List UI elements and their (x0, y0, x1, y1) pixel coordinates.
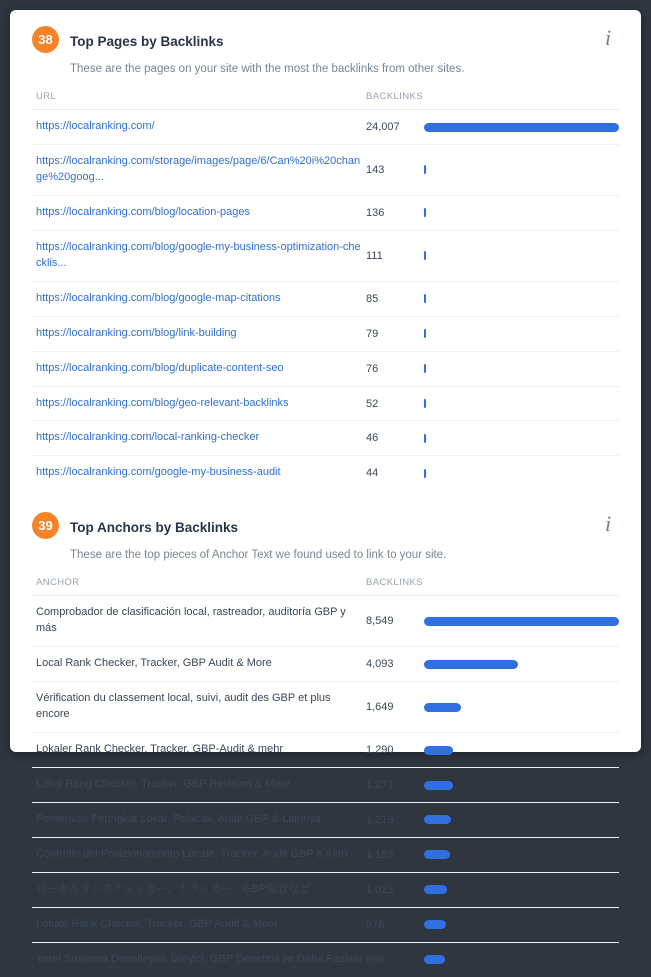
backlinks-bar (424, 781, 453, 790)
backlinks-bar (424, 660, 518, 669)
backlinks-bar (424, 123, 619, 132)
anchor-text: Pemeriksa Peringkat Lokal, Pelacak, Audit GBP & Lainnya (36, 813, 321, 825)
url-link[interactable]: https://localranking.com/local-ranking-checker (36, 431, 260, 444)
table-row (32, 230, 619, 281)
backlinks-count: 4,093 (366, 658, 394, 671)
info-icon[interactable]: i (604, 511, 612, 537)
section-top-anchors-by-backlinks (10, 496, 641, 976)
backlinks-bar (424, 746, 453, 755)
table-row (32, 942, 619, 976)
url-link[interactable]: https://localranking.com/storage/images/page/6/Can%20i%20change%20goog... (36, 155, 361, 183)
backlinks-count: 976 (366, 918, 385, 931)
section-badge: 38 (32, 26, 59, 53)
backlinks-count: 8,549 (366, 615, 394, 628)
backlinks-bar (424, 399, 426, 408)
backlinks-count: 24,007 (366, 121, 400, 134)
column-header-bar (424, 577, 619, 596)
column-header-backlinks: BACKLINKS (366, 91, 424, 110)
table-row (32, 421, 619, 456)
table-header-row (32, 91, 619, 110)
backlinks-bar (424, 617, 619, 626)
backlinks-bar (424, 815, 451, 824)
backlinks-count: 1,023 (366, 883, 394, 896)
url-link[interactable]: https://localranking.com/blog/google-my-business-optimization-checklis... (36, 240, 361, 269)
table-row (32, 281, 619, 316)
table-row (32, 733, 619, 768)
backlinks-count: 136 (366, 206, 385, 219)
table-row (32, 837, 619, 872)
backlinks-count: 1,271 (366, 779, 394, 792)
page-title: Top Anchors by Backlinks (70, 520, 239, 536)
url-link[interactable]: https://localranking.com/ (36, 120, 155, 133)
anchor-text: Lokaler Rank Checker, Tracker, GBP-Audit & mehr (36, 743, 283, 756)
column-header-backlinks: BACKLINKS (366, 577, 424, 596)
section-header (32, 496, 619, 563)
backlinks-count: 46 (366, 432, 379, 445)
backlinks-count: 1,219 (366, 813, 394, 826)
backlinks-count: 44 (366, 467, 379, 480)
backlinks-count: 1,649 (366, 701, 394, 714)
top-pages-table (32, 91, 619, 490)
backlinks-count: 1,153 (366, 848, 394, 861)
backlinks-bar (424, 850, 450, 859)
table-row (32, 872, 619, 907)
backlinks-bar (424, 251, 426, 260)
section-top-pages-by-backlinks (10, 10, 641, 490)
backlinks-bar (424, 885, 447, 894)
page-title: Top Pages by Backlinks (70, 34, 224, 49)
anchor-text: Lokal Rang Checker, Tracker, GBP Revision & Mere (36, 778, 291, 791)
table-row (32, 803, 619, 838)
url-link[interactable]: https://localranking.com/blog/location-pages (36, 205, 251, 218)
backlinks-bar (424, 703, 461, 712)
section-header (32, 10, 619, 77)
table-row (32, 907, 619, 942)
backlinks-count: 52 (366, 397, 379, 410)
top-anchors-table (32, 577, 619, 976)
backlinks-bar (424, 434, 426, 443)
backlinks-bar (424, 329, 426, 338)
table-row (32, 351, 619, 386)
table-row (32, 386, 619, 421)
anchor-text: Lokale Rank Checker, Tracker, GBP Audit & Meer (36, 917, 278, 930)
table-row (32, 768, 619, 803)
info-icon[interactable]: i (604, 25, 612, 50)
table-row (32, 647, 619, 682)
backlinks-count: 1,290 (366, 744, 394, 757)
table-row (32, 596, 619, 647)
report-page (10, 10, 641, 966)
backlinks-bar (424, 165, 426, 174)
anchor-text: Comprobador de clasificación local, rastreador, auditoría GBP y más (36, 606, 346, 635)
backlinks-bar (424, 920, 446, 929)
url-link[interactable]: https://localranking.com/blog/geo-relevant-backlinks (36, 396, 289, 409)
backlinks-bar (424, 955, 445, 964)
column-header-anchor: ANCHOR (32, 577, 366, 596)
table-row (32, 145, 619, 196)
section-subtitle: These are the top pieces of Anchor Text we found used to link to your site. (70, 549, 447, 562)
backlinks-count: 76 (366, 362, 379, 375)
url-link[interactable]: https://localranking.com/blog/link-building (36, 326, 237, 339)
url-link[interactable]: https://localranking.com/blog/google-map-citations (36, 291, 281, 304)
table-row (32, 682, 619, 733)
table-row (32, 110, 619, 145)
url-link[interactable]: https://localranking.com/blog/duplicate-content-seo (36, 361, 284, 374)
anchor-text: Local Rank Checker, Tracker, GBP Audit & More (36, 657, 272, 670)
anchor-text: Yerel Sıralama Denetleyici, İzleyici, GBP Denetimi ve Daha Fazlası (36, 952, 362, 965)
table-row (32, 316, 619, 351)
column-header-url: URL (32, 91, 366, 110)
url-link[interactable]: https://localranking.com/google-my-business-audit (36, 466, 281, 479)
backlinks-count: 968 (366, 953, 385, 966)
anchor-text: Vérification du classement local, suivi, audit des GBP et plus encore (36, 692, 331, 721)
backlinks-count: 111 (366, 249, 383, 262)
anchor-text: Controllo del Posizionamento Locale, Tracker, Audit GBP e Altro (36, 847, 348, 860)
backlinks-bar (424, 208, 426, 217)
table-row (32, 195, 619, 230)
backlinks-count: 79 (366, 327, 379, 340)
backlinks-count: 85 (366, 292, 379, 305)
section-badge: 39 (32, 512, 59, 539)
backlinks-count: 143 (366, 163, 385, 176)
table-row (32, 456, 619, 490)
backlinks-bar (424, 294, 426, 303)
section-subtitle: These are the pages on your site with the most the backlinks from other sites. (70, 63, 465, 75)
backlinks-bar (424, 364, 426, 373)
anchor-text: ローカルランクチェッカー、トラッカー、GBP監査など (36, 882, 311, 895)
table-header-row (32, 577, 619, 596)
backlinks-bar (424, 469, 426, 478)
column-header-bar (424, 91, 619, 110)
